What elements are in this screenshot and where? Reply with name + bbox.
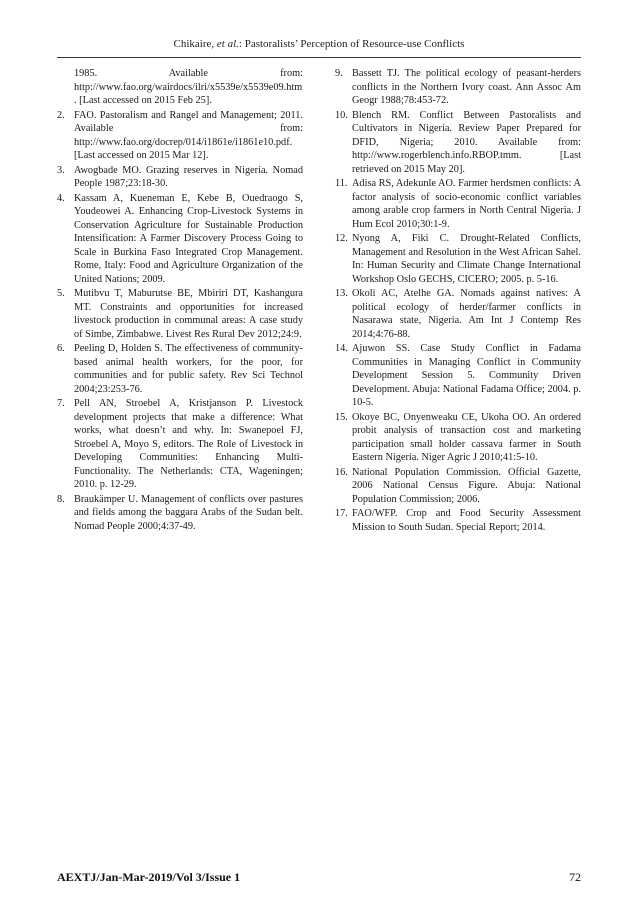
reference-text: Bassett TJ. The political ecology of peasant-herders conflicts in the Northern Ivory coast. Ann Assoc Am Geogr 1988;78:453-72. — [352, 68, 581, 106]
reference-text: 1985. Available from: http://www.fao.org/wairdocs/ilri/x5539e/x5539e09.htm. [Last accessed on 2015 Feb 25]. — [74, 68, 303, 106]
footer-journal: AEXTJ/Jan-Mar-2019/Vol 3/Issue 1 — [57, 870, 241, 884]
reference-number: 14. — [335, 343, 348, 354]
reference-number: 12. — [335, 233, 348, 244]
reference-number: 6. — [57, 343, 65, 354]
reference-item — [57, 192, 303, 287]
reference-number: 9. — [335, 68, 343, 79]
reference-item — [335, 411, 581, 465]
reference-item — [57, 164, 303, 191]
reference-item — [57, 397, 303, 492]
reference-item — [335, 342, 581, 410]
reference-item — [57, 109, 303, 163]
header-title: : Pastoralists’ Perception of Resource-use Conflicts — [238, 38, 465, 50]
reference-number: 2. — [57, 109, 65, 121]
reference-number: 8. — [57, 493, 65, 505]
reference-number: 5. — [57, 288, 65, 299]
reference-text: Blench RM. Conflict Between Pastoralists and Cultivators in Nigeria. Review Paper Prepared for DFID, Nigeria; 2010. Available from: http://www.rogerblench.info.RBOP.tmm. [Last retrieved on 2015 May 20]. — [352, 109, 581, 175]
header-authors: Chikaire, — [173, 38, 215, 50]
reference-item — [335, 287, 581, 341]
reference-text: Okoye BC, Onyenweaku CE, Ukoha OO. An ordered probit analysis of transaction cost and marketing participation small holder cassava farmer in South Eastern Nigeria. Niger Agric J 2010;41:5-10. — [352, 411, 581, 463]
reference-item — [335, 232, 581, 286]
right-column — [335, 67, 581, 535]
reference-number: 4. — [57, 192, 65, 204]
reference-number: 17. — [335, 508, 348, 519]
reference-item — [335, 507, 581, 534]
reference-item — [57, 287, 303, 341]
reference-item — [335, 466, 581, 507]
reference-text: Ajuwon SS. Case Study Conflict in Fadama Communities in Managing Conflict in Community Development Session 5. Community Driven Development. Abuja: National Fadama Office; 2004. p. 10-5. — [352, 343, 581, 408]
reference-text: Braukämper U. Management of conflicts over pastures and fields among the baggara Arabs of the Sudan belt. Nomad People 2000;4:37-49. — [74, 493, 303, 532]
reference-text: FAO/WFP. Crop and Food Security Assessment Mission to South Sudan. Special Report; 2014. — [352, 508, 581, 533]
reference-item — [335, 109, 581, 177]
header-rule — [57, 57, 581, 58]
reference-text: Awogbade MO. Grazing reserves in Nigeria. Nomad People 1987;23:18-30. — [74, 164, 303, 189]
reference-number: 13. — [335, 288, 348, 299]
reference-text: Nyong A, Fiki C. Drought-Related Conflicts, Management and Resolution in the West African Sahel. In: Human Security and Climate Change International Workshop Oslo GECHS, CICERO; 2005. p. 5-16. — [352, 233, 581, 285]
reference-continuation — [57, 67, 303, 108]
reference-number: 15. — [335, 411, 348, 423]
reference-text: Kassam A, Kueneman E, Kebe B, Ouedraogo S, Youdeowei A. Enhancing Crop-Livestock Systems in Conservation Agriculture for Sustainable Production Intensification: A Farmer Discovery Process Going to Scale in Burkina Faso Integrated Crop Management. Rome, Italy: Food and Agriculture Organization of the United Nations; 2009. — [74, 192, 303, 285]
reference-item — [335, 177, 581, 231]
reference-text: National Population Commission. Official Gazette, 2006 National Census Figure. Abuja: National Population Commission; 2006. — [352, 466, 581, 505]
left-column — [57, 67, 303, 534]
reference-item — [57, 342, 303, 396]
reference-text: FAO. Pastoralism and Rangel and Management; 2011. Available from: http://www.fao.org/docrep/014/i1861e/i1861e10.pdf. [Last accessed on 2015 Mar 12]. — [74, 109, 303, 161]
reference-number: 7. — [57, 398, 65, 409]
reference-number: 16. — [335, 466, 348, 478]
reference-number: 10. — [335, 109, 348, 121]
page-number: 72 — [569, 870, 581, 884]
reference-text: Pell AN, Stroebel A, Kristjanson P. Livestock development projects that make a difference: What works, what doesn’t and why. In: Swanepoel FJ, Stroebel A, Moyo S, editors. The Role of Livestock in Developing Communities: Enhancing Multi-Functionality. The Netherlands: CTA, Wageningen; 2010. p. 12-29. — [74, 398, 303, 490]
reference-number: 3. — [57, 164, 65, 176]
reference-text: Peeling D, Holden S. The effectiveness of community-based animal health workers, for the poor, for communities and for public safety. Rev Sci Technol 2004;23:253-76. — [74, 343, 303, 395]
reference-text: Mutibvu T, Maburutse BE, Mbiriri DT, Kashangura MT. Constraints and opportunities for increased livestock production in communal areas: A case study of Simbe, Zimbabwe. Livest Res Rural Dev 2012;24:9. — [74, 288, 303, 340]
reference-text: Okoli AC, Atelhe GA. Nomads against natives: A political ecology of herder/farmer conflicts in Nasarawa state, Nigeria. Am Int J Contemp Res 2014;4:76-88. — [352, 288, 581, 340]
reference-text: Adisa RS, Adekunle AO. Farmer herdsmen conflicts: A factor analysis of socio-economic conflict variables among arable crop farmers in North Central Nigeria. J Hum Ecol 2010;30:1-9. — [352, 178, 581, 230]
running-header — [0, 38, 638, 50]
reference-item — [57, 493, 303, 534]
reference-item — [335, 67, 581, 108]
header-etal: et al. — [216, 38, 239, 50]
reference-number: 11. — [335, 178, 348, 189]
